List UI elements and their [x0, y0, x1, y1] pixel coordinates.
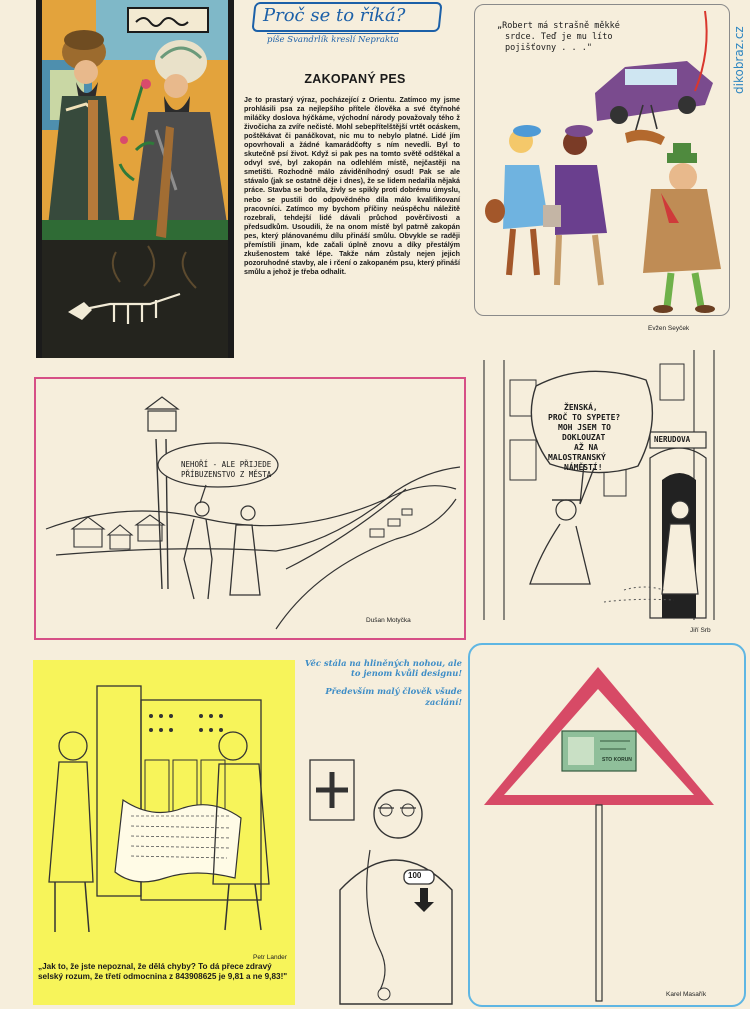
seycek-author: Evžen Seyček	[648, 325, 690, 332]
cartoon-motycka	[34, 377, 466, 640]
motycka-author: Dušan Motyčka	[366, 617, 411, 624]
doctor-badge: 100	[408, 871, 422, 880]
cartoon-masarik	[468, 643, 746, 1007]
srb-bubble-6: MALOSTRANSKÝ	[548, 453, 606, 462]
quotes-column	[302, 658, 462, 715]
srb-street-sign: NERUDOVA	[654, 435, 691, 444]
masarik-author: Karel Masařík	[666, 991, 707, 998]
srb-bubble-4: DOKLOUZAT	[562, 433, 606, 442]
quote-2: Především malý člověk všude zaclání!	[325, 686, 462, 707]
cartoon-doctor	[300, 750, 462, 1006]
article-body: Je to prastarý výraz, pocházející z Orientu. Zatímco my jsme prohlásili psa za nejlepšího přítele člověka a své čtyřnohé miláčky doslova hýčkáme, východní národy považovaly tého ž živočicha za zvíře nečisté. Mohl sebepřítelštější vrtět ocáskem, poštěkávat či panáčkovat, nic mu to nebylo platné. Lidé jím opovrhovali a žádné kamarádčofty s ním nevedli. Byl to skutečně psí život. Když si pak pes na tomto světě odštěkal a odvyl své, byl zakopán na odlehlém místě, nejčastěji na smetišti. Rozhodně málo záviděníhodný osud! Pak se ale stávalo (jak se ostatně děje i dnes), že se lidem nedařila nějaká práce. Stavba se bortila, živly se spikly proti dobrému úmyslu, nebo se pustili do odpovědného díla málo kvalifikovaní pracovníci. Zatímco my bychom příčiny neúspěchu náležitě rozebrali, tehdejší lidé dávali průchod pověrčivosti a předsudkům. Usoudili, že na onom místě byl patrně zakopán pes, který plánovanému dílu přináší smůlu. Obvykle se raději přemístili jinam, kde začali úplně znovu a díky přestálým zkušenostem také lépe. Takže nám zůstaly nejen jejich pozoruhodné stavby, ale i rčení o zakopaném psu, který přináší smůlu a jehož je třeba odhalit.	[244, 96, 460, 276]
quote-1: Věc stála na hliněných nohou, ale to jenom kvůli designu!	[304, 658, 462, 679]
cartoon-srb-art	[474, 340, 730, 624]
cartoon-seycek	[474, 4, 730, 316]
srb-bubble-2: PROČ TO SYPETE?	[548, 413, 621, 422]
watermark	[730, 6, 748, 96]
srb-bubble-1: ŽENSKÁ,	[564, 403, 598, 412]
cartoon-lander-art	[33, 660, 295, 960]
motycka-bubble-2: PŘÍBUZENSTVO Z MĚSTA	[181, 470, 272, 479]
banner-title: Proč se to říká?	[263, 5, 406, 26]
lander-caption: „Jak to, že jste nepoznal, že dělá chyby? To dá přece zdravý selský rozum, že třetí odmocnina z 843908625 je 9,81 a ne 9,83!"	[38, 962, 288, 982]
banknote-label: STO KORUN	[602, 757, 632, 763]
cartoon-doctor-art	[300, 750, 462, 1006]
orient-illustration-art	[36, 0, 234, 358]
seycek-caption-1: „Robert má strašně měkké	[497, 21, 620, 31]
banner-subtitle: píše Svandrlík kreslí Neprakta	[267, 35, 399, 45]
motycka-bubble-1: NEHOŘÍ - ALE PŘIJEDE	[181, 460, 272, 469]
series-banner	[253, 2, 441, 46]
cartoon-lander	[33, 660, 295, 1005]
cartoon-masarik-art	[470, 645, 744, 1005]
seycek-caption-2: srdce. Teď je mu líto	[505, 32, 613, 42]
srb-bubble-3: MOH JSEM TO	[558, 423, 611, 432]
cartoon-motycka-art	[36, 379, 464, 638]
watermark-text: dikobraz.cz	[732, 26, 746, 94]
orient-illustration	[36, 0, 234, 358]
seycek-caption-3: pojišťovny . . ."	[505, 43, 592, 53]
srb-bubble-5: AŽ NA	[574, 443, 599, 452]
article-title: ZAKOPANÝ PES	[304, 72, 406, 86]
srb-author: Jiří Srb	[690, 627, 711, 634]
cartoon-srb	[474, 340, 730, 624]
srb-bubble-7: NÁMĚSTÍ!	[564, 463, 603, 472]
lander-author: Petr Lander	[253, 954, 287, 961]
